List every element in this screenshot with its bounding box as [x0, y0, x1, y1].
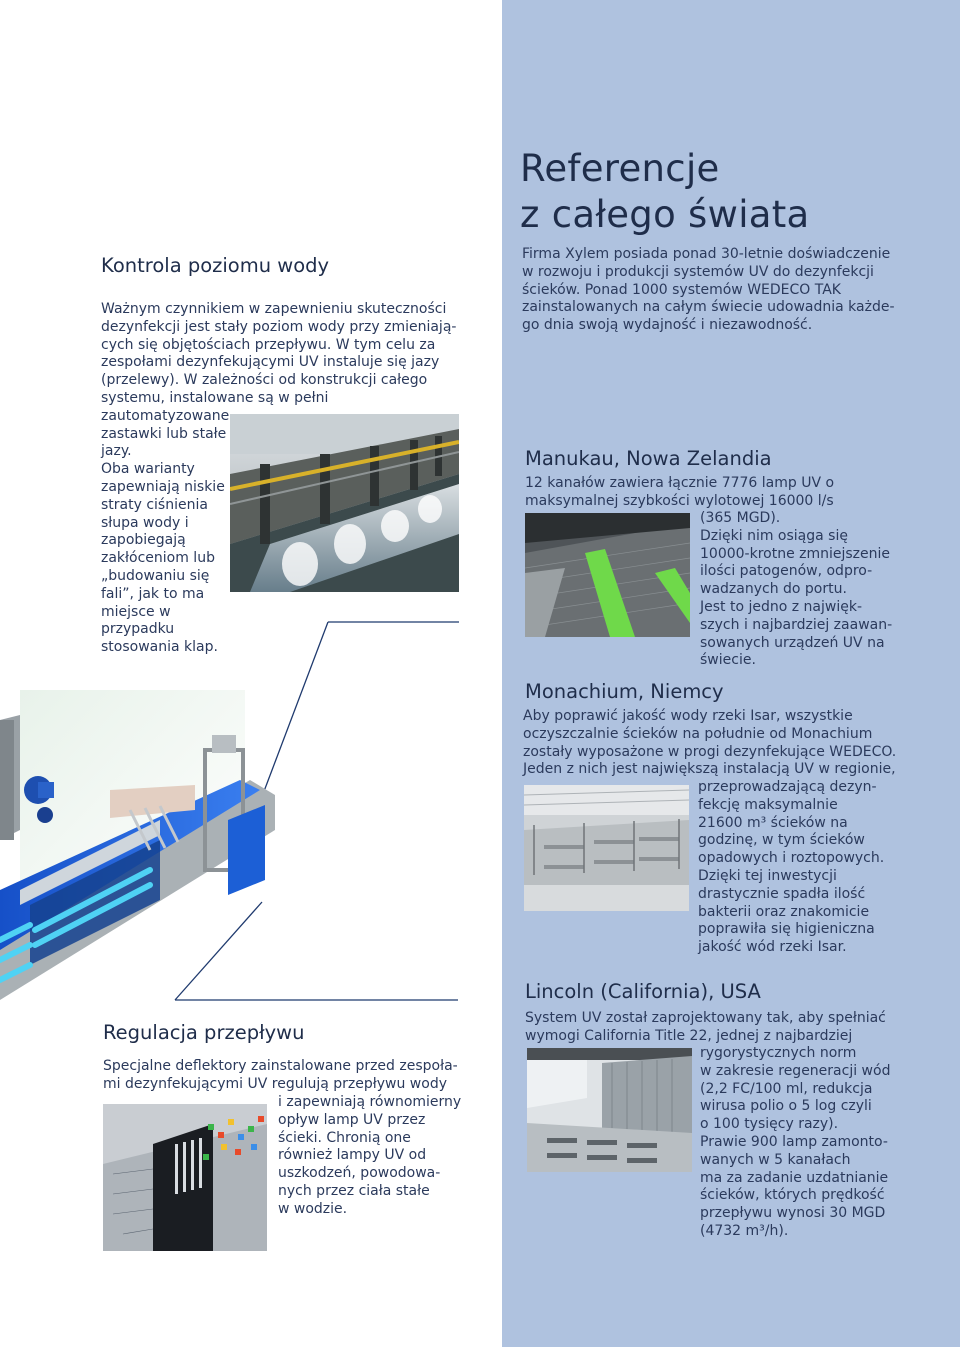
text-line: nych przez ciała stałe	[278, 1182, 430, 1199]
lincoln-text-narrow	[700, 1045, 940, 1241]
manukau-text-narrow	[700, 510, 940, 670]
flow-title: Regulacja przepływu	[103, 1021, 305, 1044]
text-line: Ważnym czynnikiem w zapewnieniu skuteczności	[101, 301, 447, 317]
monachium-title: Monachium, Niemcy	[525, 680, 724, 703]
references-title	[520, 146, 810, 238]
text-line: szych i najbardziej zaawan-	[700, 616, 893, 633]
text-line: i zapewniają równomierny	[278, 1094, 462, 1110]
text-line: mi dezynfekującymi UV regulują przepływu wody	[103, 1075, 447, 1092]
text-line: w zakresie regeneracji wód	[700, 1062, 891, 1079]
text-line: Aby poprawić jakość wody rzeki Isar, wszystkie	[523, 708, 853, 724]
text-line: zainstalowanych na całym świecie udowadnia każde-	[522, 299, 895, 316]
text-line: oczyszczalnie ścieków na południe od Monachium	[523, 725, 873, 742]
text-line: zastawki lub stałe	[101, 425, 227, 442]
text-line: bakterii oraz znakomicie	[698, 903, 870, 920]
text-line: przepływu wynosi 30 MGD	[700, 1205, 886, 1222]
text-line: cych się objętościach przepływu. W tym celu za	[101, 336, 436, 353]
title-line: Referencje	[520, 147, 720, 190]
text-line: „budowaniu się	[101, 567, 210, 584]
flow-text-full	[103, 1058, 463, 1094]
text-line: (4732 m³/h).	[700, 1222, 789, 1239]
weir-photo	[230, 414, 459, 592]
water-level-title: Kontrola poziomu wody	[101, 254, 330, 277]
text-line: miejsce w	[101, 603, 171, 620]
text-line: fekcję maksymalnie	[698, 796, 838, 813]
text-line: ilości patogenów, odpro-	[700, 563, 873, 580]
text-line: ścieków. Ponad 1000 systemów WEDECO TAK	[522, 281, 841, 298]
text-line: poprawiła się higieniczna	[698, 921, 875, 938]
text-line: świecie.	[700, 652, 756, 669]
monachium-text-narrow	[698, 779, 938, 957]
text-line: opadowych i roztopowych.	[698, 850, 885, 867]
text-line: uszkodzeń, powodowa-	[278, 1165, 441, 1182]
text-line: przeprowadzającą dezyn-	[698, 779, 877, 795]
uv-channel-illustration	[0, 690, 275, 1000]
text-line: przypadku	[101, 621, 175, 638]
text-line: (2,2 FC/100 ml, redukcja	[700, 1080, 873, 1097]
text-line: Dzięki nim osiąga się	[700, 527, 848, 544]
text-line: ścieki. Chronią one	[278, 1129, 411, 1146]
text-line: ścieków, których prędkość	[700, 1187, 885, 1204]
text-line: (365 MGD).	[700, 510, 781, 526]
text-line: wadzanych do portu.	[700, 581, 847, 598]
text-line: fali”, jak to ma	[101, 585, 205, 602]
text-line: Dzięki tej inwestycji	[698, 867, 837, 884]
text-line: Specjalne deflektory zainstalowane przed zespoła-	[103, 1058, 458, 1074]
lincoln-title: Lincoln (California), USA	[525, 980, 761, 1003]
text-line: drastycznie spadła ilość	[698, 885, 866, 902]
text-line: ma za zadanie uzdatnianie	[700, 1169, 889, 1186]
text-line: jakość wód rzeki Isar.	[698, 939, 847, 956]
text-line: 12 kanałów zawiera łącznie 7776 lamp UV o	[525, 475, 835, 491]
text-line: również lampy UV od	[278, 1147, 427, 1164]
text-line: maksymalnej szybkości wylotowej 16000 l/s	[525, 492, 834, 509]
text-line: Jest to jedno z najwięk-	[700, 598, 863, 615]
lincoln-photo	[527, 1048, 692, 1172]
manukau-text-full	[525, 475, 945, 511]
text-line: zostały wyposażone w progi dezynfekujące WEDECO.	[523, 743, 897, 760]
text-line: godzinę, w tym ścieków	[698, 832, 865, 849]
text-line: Firma Xylem posiada ponad 30-letnie doświadczenie	[522, 246, 891, 262]
references-intro	[522, 246, 942, 335]
text-line: 10000-krotne zmniejszenie	[700, 545, 891, 562]
text-line: w rozwoju i produkcji systemów UV do dezynfekcji	[522, 263, 874, 280]
text-line: jazy.	[101, 443, 132, 460]
manukau-title: Manukau, Nowa Zelandia	[525, 447, 772, 470]
text-line: opływ lamp UV przez	[278, 1111, 426, 1128]
text-line: sowanych urządzeń UV na	[700, 634, 885, 651]
lincoln-text-full	[525, 1010, 945, 1046]
text-line: słupa wody i	[101, 514, 189, 531]
text-line: zapewniają niskie	[101, 478, 225, 495]
monachium-text-full	[523, 708, 953, 779]
text-line: rygorystycznych norm	[700, 1045, 857, 1061]
text-line: Oba warianty	[101, 461, 195, 478]
text-line: Jeden z nich jest największą instalacją UV w regionie,	[523, 761, 896, 778]
title-line: z całego świata	[520, 193, 810, 236]
text-line: straty ciśnienia	[101, 496, 208, 513]
flow-simulation-image	[103, 1104, 267, 1251]
text-line: System UV został zaprojektowany tak, aby spełniać	[525, 1010, 886, 1026]
monachium-photo	[524, 785, 689, 911]
text-line: zapobiegają	[101, 532, 186, 549]
manukau-photo	[525, 513, 690, 637]
text-line: zakłóceniom lub	[101, 550, 215, 567]
text-line: zespołami dezynfekującymi UV instaluje się jazy	[101, 354, 440, 371]
text-line: dezynfekcji jest stały poziom wody przy zmieniają-	[101, 318, 457, 335]
text-line: stosowania klap.	[101, 639, 218, 656]
text-line: Prawie 900 lamp zamonto-	[700, 1133, 888, 1150]
text-line: go dnia swoją wydajność i niezawodność.	[522, 317, 813, 334]
text-line: 21600 m³ ścieków na	[698, 814, 848, 831]
text-line: wymogi California Title 22, jednej z najbardziej	[525, 1027, 853, 1044]
text-line: systemu, instalowane są w pełni zautomatyzowane	[101, 389, 329, 424]
text-line: wirusa polio o 5 log czyli	[700, 1098, 872, 1115]
text-line: wanych w 5 kanałach	[700, 1151, 851, 1168]
text-line: w wodzie.	[278, 1200, 348, 1217]
flow-text-narrow	[278, 1094, 468, 1219]
text-line: (przelewy). W zależności od konstrukcji całego	[101, 372, 428, 389]
text-line: o 100 tysięcy razy).	[700, 1116, 839, 1133]
